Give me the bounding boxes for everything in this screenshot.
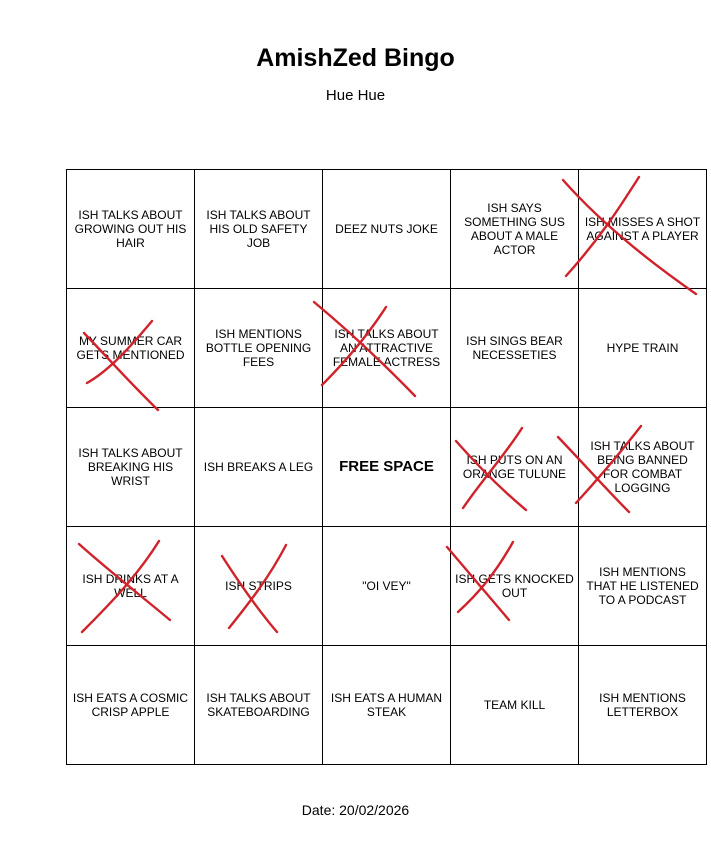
bingo-cell[interactable]: ISH SAYS SOMETHING SUS ABOUT A MALE ACTOR	[451, 170, 579, 289]
bingo-cell[interactable]: ISH GETS KNOCKED OUT	[451, 527, 579, 646]
bingo-cell[interactable]: ISH BREAKS A LEG	[195, 408, 323, 527]
bingo-cell[interactable]: ISH DRINKS AT A WELL	[67, 527, 195, 646]
bingo-cell[interactable]: ISH TALKS ABOUT AN ATTRACTIVE FEMALE ACTRESS	[323, 289, 451, 408]
bingo-cell[interactable]: HYPE TRAIN	[579, 289, 707, 408]
bingo-cell[interactable]: MY SUMMER CAR GETS MENTIONED	[67, 289, 195, 408]
page-title: AmishZed Bingo	[256, 44, 455, 72]
page-subtitle: Hue Hue	[325, 87, 386, 104]
bingo-cell[interactable]: ISH STRIPS	[195, 527, 323, 646]
bingo-cell[interactable]: ISH TALKS ABOUT SKATEBOARDING	[195, 646, 323, 765]
bingo-cell[interactable]: ISH EATS A COSMIC CRISP APPLE	[67, 646, 195, 765]
board-row-5	[67, 646, 707, 765]
bingo-board	[66, 169, 707, 765]
bingo-cell[interactable]: DEEZ NUTS JOKE	[323, 170, 451, 289]
bingo-cell[interactable]: ISH MENTIONS BOTTLE OPENING FEES	[195, 289, 323, 408]
bingo-cell[interactable]: ISH EATS A HUMAN STEAK	[323, 646, 451, 765]
bingo-cell[interactable]: ISH TALKS ABOUT BEING BANNED FOR COMBAT LOGGING	[579, 408, 707, 527]
board-row-2	[67, 289, 707, 408]
free-space-cell[interactable]: FREE SPACE	[323, 408, 451, 527]
bingo-cell[interactable]: TEAM KILL	[451, 646, 579, 765]
bingo-cell[interactable]: ISH MENTIONS THAT HE LISTENED TO A PODCAST	[579, 527, 707, 646]
bingo-cell[interactable]: ISH SINGS BEAR NECESSETIES	[451, 289, 579, 408]
board-row-3	[67, 408, 707, 527]
date-label: Date: 20/02/2026	[301, 802, 410, 818]
board-row-1	[67, 170, 707, 289]
bingo-cell[interactable]: ISH TALKS ABOUT HIS OLD SAFETY JOB	[195, 170, 323, 289]
board-row-4	[67, 527, 707, 646]
bingo-cell[interactable]: ISH TALKS ABOUT BREAKING HIS WRIST	[67, 408, 195, 527]
bingo-cell[interactable]: "OI VEY"	[323, 527, 451, 646]
bingo-cell[interactable]: ISH TALKS ABOUT GROWING OUT HIS HAIR	[67, 170, 195, 289]
bingo-cell[interactable]: ISH PUTS ON AN ORANGE TULUNE	[451, 408, 579, 527]
bingo-cell[interactable]: ISH MENTIONS LETTERBOX	[579, 646, 707, 765]
bingo-cell[interactable]: ISH MISSES A SHOT AGAINST A PLAYER	[579, 170, 707, 289]
